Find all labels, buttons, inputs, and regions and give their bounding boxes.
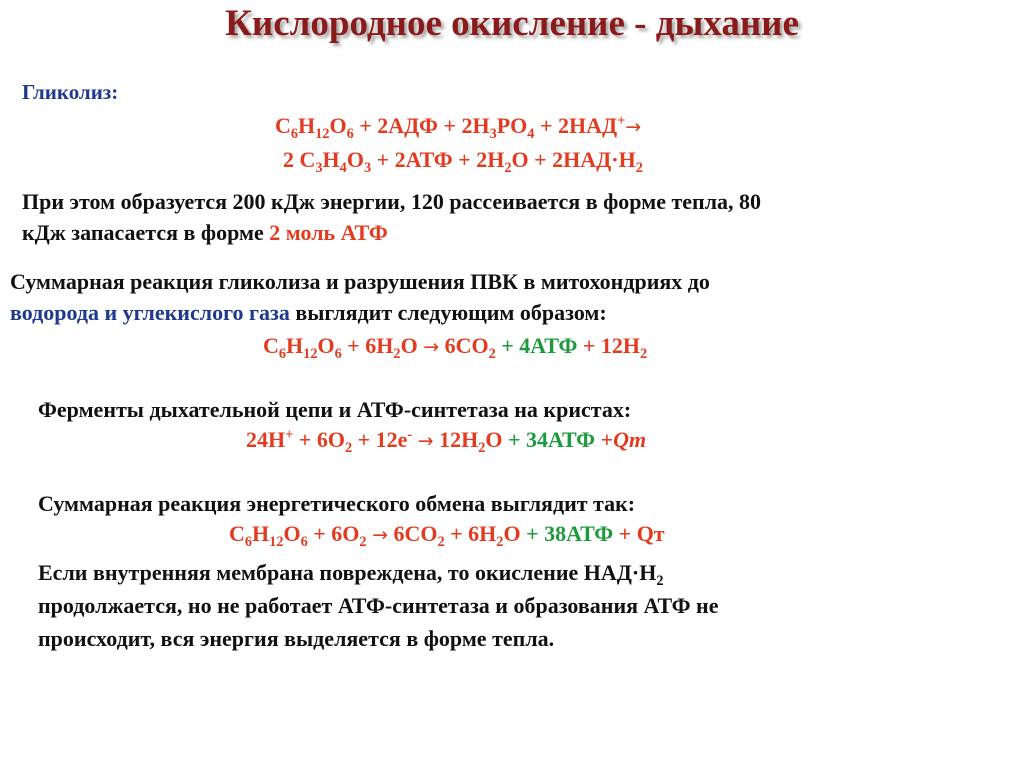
eq-part: + 12e <box>352 427 408 452</box>
eq-part: O <box>400 333 424 358</box>
eq-sub: 2 <box>640 346 648 362</box>
eq-part: H <box>298 113 316 138</box>
eq-sub: 2 <box>656 573 664 589</box>
right-arrow-icon: → <box>625 116 642 138</box>
eq-part: O <box>329 113 347 138</box>
eq-part: + 6H <box>341 333 394 358</box>
eq-part: 24H <box>246 427 286 452</box>
eq-sub: 12 <box>269 534 284 550</box>
eq-sub: 12 <box>315 126 330 142</box>
eq-part: + 2АТФ + 2H <box>371 147 505 172</box>
eq-sub: 2 <box>635 160 643 176</box>
energy-text-line-2 <box>22 217 388 248</box>
eq-sup: + <box>285 427 294 444</box>
eq-part: + <box>600 427 614 452</box>
energy-text: кДж запасается в форме <box>22 220 270 245</box>
eq-part: O <box>283 521 301 546</box>
eq-part: 2 C <box>283 147 316 172</box>
eq-sub: 6 <box>278 346 287 362</box>
eq-sub: 2 <box>359 534 367 550</box>
eq-sub: 6 <box>300 534 308 550</box>
eq-sub: 6 <box>334 346 342 362</box>
membrane-note-line-1 <box>38 557 664 588</box>
eq-sup: + <box>617 113 626 130</box>
eq-part: + 12H <box>577 333 640 358</box>
eq-part: + 6O <box>293 427 345 452</box>
eq-sub: 2 <box>488 346 496 362</box>
summary-1-line-2 <box>10 297 607 328</box>
slide-title: Кислородное окисление - дыхание <box>225 3 799 44</box>
eq-part: C <box>263 333 279 358</box>
glycolysis-label: Гликолиз: <box>22 80 119 104</box>
eq-sub: 3 <box>363 160 372 176</box>
eq-sub: 2 <box>478 440 486 456</box>
energy-text-line-1: При этом образуется 200 кДж энергии, 120 рассеивается в форме тепла, 80 <box>22 189 762 214</box>
eq-sub: 12 <box>303 346 318 362</box>
eq-sup: - <box>407 427 413 444</box>
summary-2-label: Суммарная реакция энергетического обмена выглядит так: <box>38 491 636 516</box>
eq-sub: 4 <box>527 126 535 142</box>
summary-1-equation <box>263 333 648 362</box>
glycolysis-equation-1 <box>275 113 642 142</box>
eq-part: H <box>286 333 304 358</box>
eq-part: 6CO <box>439 333 489 358</box>
eq-part: O <box>485 427 503 452</box>
enzymes-equation <box>246 427 647 456</box>
eq-sub: 6 <box>346 126 354 142</box>
eq-part: + 6O <box>307 521 360 546</box>
eq-part: O <box>503 521 521 546</box>
eq-sub: 6 <box>244 534 253 550</box>
eq-part: + 2АДФ + 2H <box>353 113 490 138</box>
eq-part: H <box>322 147 340 172</box>
summary-1-rest: выглядит следующим образом: <box>289 300 607 325</box>
eq-part: + Qт <box>613 521 665 546</box>
eq-sub: 3 <box>489 126 497 142</box>
eq-part: 6CO <box>387 521 438 546</box>
enzymes-label: Ферменты дыхательной цепи и АТФ-синтетаза на кристах: <box>38 397 632 422</box>
eq-sub: 2 <box>496 534 504 550</box>
eq-sub: 3 <box>315 160 323 176</box>
membrane-note-line-2: продолжается, но не работает АТФ-синтетаза и образования АТФ не <box>38 593 719 618</box>
summary-2-equation <box>229 521 665 550</box>
eq-part: O + 2НАД·H <box>511 147 636 172</box>
right-arrow-icon: → <box>372 524 388 546</box>
eq-sub: 2 <box>437 534 445 550</box>
eq-part: 12H <box>433 427 479 452</box>
summary-1-highlight: водорода и углекислого газа <box>10 300 290 325</box>
eq-sub: 2 <box>504 160 512 176</box>
eq-part: H <box>252 521 270 546</box>
right-arrow-icon: → <box>417 430 434 452</box>
atp-yield: + 4АТФ <box>495 333 578 358</box>
membrane-note-line-3: происходит, вся энергия выделяется в форме тепла. <box>38 626 555 651</box>
eq-part: O <box>317 333 335 358</box>
eq-sub: 4 <box>339 160 347 176</box>
atp-yield: + 38АТФ <box>520 521 614 546</box>
eq-part: C <box>275 113 291 138</box>
summary-1-line-1: Суммарная реакция гликолиза и разрушения ПВК в митохондриях до <box>10 269 710 294</box>
eq-sub: 2 <box>393 346 401 362</box>
eq-part: PO <box>496 113 528 138</box>
glycolysis-equation-2 <box>283 147 643 176</box>
right-arrow-icon: → <box>423 336 440 358</box>
eq-part: O <box>346 147 364 172</box>
eq-sub: 2 <box>344 440 353 456</box>
note-text: Если внутренняя мембрана повреждена, то окисление НАД·H <box>38 560 657 585</box>
eq-part: C <box>229 521 245 546</box>
atp-yield: + 34АТФ <box>502 427 601 452</box>
heat-term: Qm <box>613 427 647 452</box>
eq-part: + 6H <box>444 521 497 546</box>
eq-sub: 6 <box>290 126 299 142</box>
atp-amount: 2 моль АТФ <box>269 220 388 245</box>
eq-part: + 2НАД <box>534 113 618 138</box>
